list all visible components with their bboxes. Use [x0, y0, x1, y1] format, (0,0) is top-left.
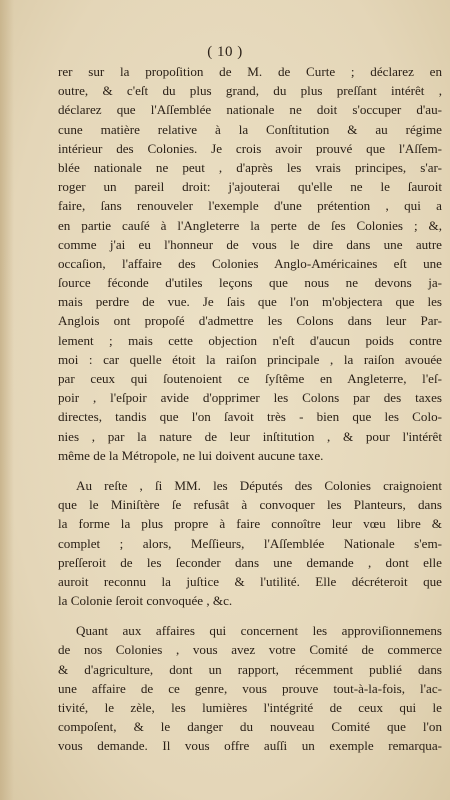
text-line: vous demande. Il vous offre auſſi un exemple remarqua- — [58, 738, 442, 754]
text-line: directes, tandis que l'on ſavoit très - bien que les Colo- — [58, 409, 442, 425]
text-line: intérieur des Colonies. Je crois avoir prouvé que l'Aſſem- — [58, 140, 442, 156]
text-line: compoſent, & le danger du nouveau Comité que l'on — [58, 719, 442, 735]
text-line: blée nationale ne peut , d'après les vrais principes, s'ar- — [58, 159, 442, 175]
text-line: nies , par la nature de leur inſtitution , & pour l'intérêt — [58, 428, 442, 444]
text-line: cune matière relative à la Conſtitution & au régime — [58, 121, 442, 137]
paragraph-1 — [58, 62, 442, 465]
text-line: une affaire de ce genre, vous prouve tout-à-la-fois, l'ac- — [58, 680, 442, 696]
text-line: outre, & c'eſt du plus grand, du plus preſſant intérêt , — [58, 83, 442, 99]
text-line: roger un pareil droit: j'ajouterai qu'elle ne le ſauroit — [58, 179, 442, 195]
text-line: comme j'ai eu l'honneur de vous le dire dans une autre — [58, 236, 442, 252]
text-line: auroit reconnu la juſtice & l'utilité. Elle décréteroit que — [58, 573, 442, 589]
text-line: en partie cauſé à l'Angleterre la perte de ſes Colonies ; &, — [58, 217, 442, 233]
text-line: Anglois ont propoſé d'admettre les Colons dans leur Par- — [58, 313, 442, 329]
text-line: ſource féconde d'utiles leçons que nous ne devons ja- — [58, 275, 442, 291]
text-line: que le Miniſtère ſe refusât à convoquer les Planteurs, dans — [58, 497, 442, 513]
text-line: Quant aux affaires qui concernent les approviſionnemens — [76, 623, 442, 639]
page-edge-shadow — [0, 0, 14, 800]
paragraph-3 — [58, 621, 442, 755]
text-line: par ceux qui ſoutenoient ce ſyſtême en Angleterre, l'eſ- — [58, 371, 442, 386]
text-line: faire, ſans renouveler l'exemple d'une prétention , qui a — [58, 198, 442, 214]
text-line: poir , l'eſpoir avide d'opprimer les Colons par des taxes — [58, 390, 442, 406]
text-line: la Colonie ſeroit convoquée , &c. — [58, 593, 233, 609]
body-text — [58, 62, 442, 767]
text-line: occaſion, l'affaire des Colonies Anglo-Américaines eſt une — [58, 255, 442, 271]
text-line: la forme la plus propre à faire connoître leur vœu libre & — [58, 516, 442, 532]
text-line: moi : car quelle étoit la raiſon principale , la raiſon avouée — [58, 351, 442, 367]
text-line: complet ; alors, Meſſieurs, l'Aſſemblée Nationale s'em- — [58, 535, 442, 551]
text-line: tivité, le zèle, les lumières l'intégrité de ceux qui le — [58, 700, 442, 715]
text-line: preſſeroit de les ſeconder dans une demande , dont elle — [58, 554, 442, 570]
text-line: de nos Colonies , vous avez votre Comité de commerce — [58, 642, 442, 658]
paragraph-2 — [58, 476, 442, 610]
text-line: déclarez que l'Aſſemblée nationale ne doit s'occuper d'au- — [58, 102, 442, 118]
text-line: lement ; mais cette objection n'eſt d'aucun poids contre — [58, 332, 442, 348]
text-line: rer sur la propoſition de M. de Curte ; déclarez en — [58, 64, 442, 79]
text-line: & d'agriculture, dont un rapport, récemment publié dans — [58, 661, 442, 677]
page-number: ( 10 ) — [207, 44, 243, 60]
text-line: Au reſte , ſi MM. les Députés des Colonies craignoient — [76, 477, 442, 493]
text-line: même de la Métropole, ne lui doivent aucune taxe. — [58, 447, 324, 463]
text-line: mais perdre de vue. Je ſais que l'on m'objectera que les — [58, 294, 442, 310]
